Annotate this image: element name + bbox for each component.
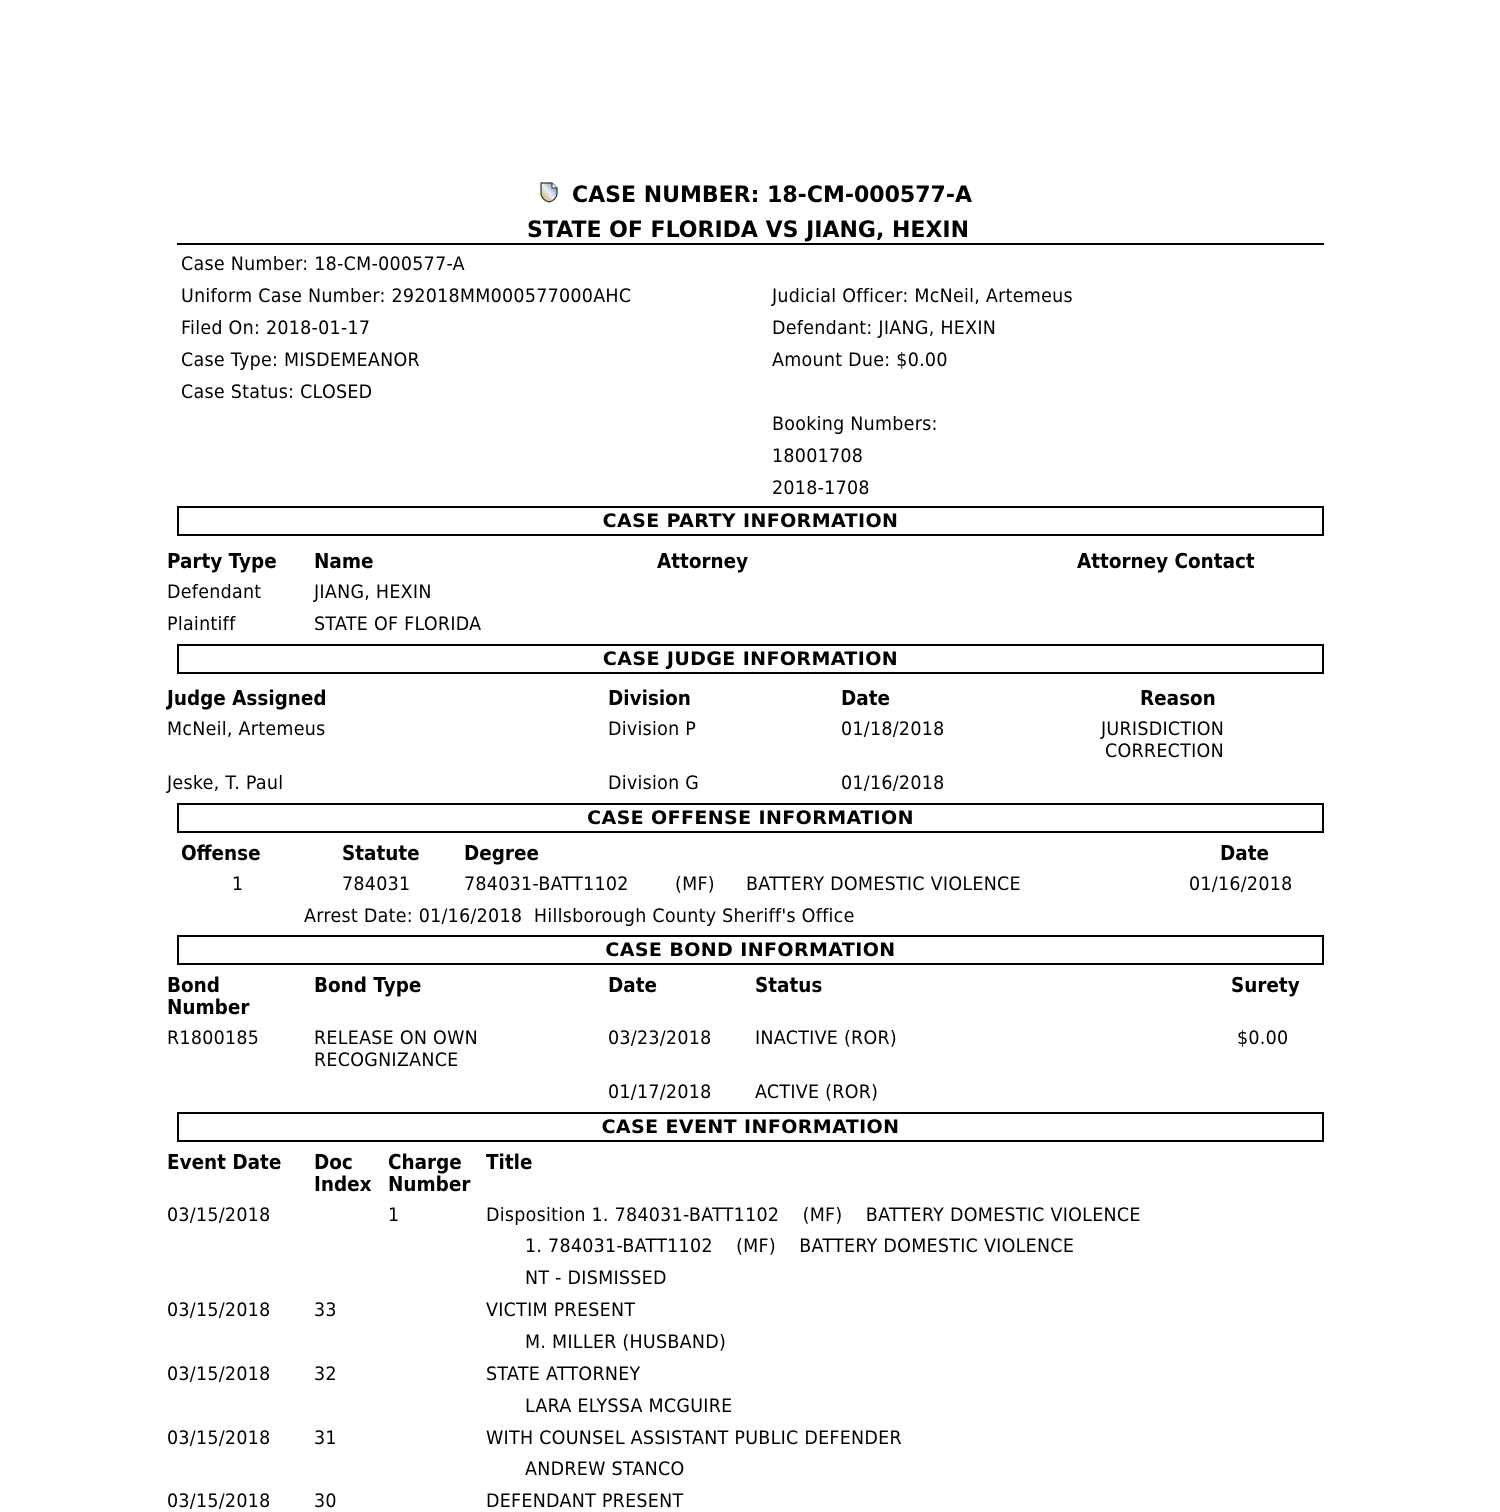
section-title: CASE BOND INFORMATION [605, 939, 896, 961]
col-header-party-type: Party Type [167, 549, 277, 573]
section-header-party [177, 506, 1324, 536]
header-rule [177, 243, 1324, 245]
judge-division: Division P [608, 718, 697, 740]
summary-case-type: Case Type: MISDEMEANOR [181, 349, 420, 371]
section-header-offense [177, 803, 1324, 833]
offense-degree: (MF) [675, 873, 715, 895]
summary-case-number: Case Number: 18-CM-000577-A [181, 253, 465, 275]
offense-code: 784031-BATT1102 [464, 873, 629, 895]
event-title: DEFENDANT PRESENT [486, 1490, 684, 1512]
col-header-name: Name [314, 549, 374, 573]
col-header-date: Date [1220, 841, 1269, 865]
offense-number: 1 [232, 873, 244, 895]
header-icon [539, 181, 559, 203]
section-title: CASE OFFENSE INFORMATION [587, 807, 914, 829]
section-title: CASE JUDGE INFORMATION [602, 648, 899, 670]
shield-document-icon [539, 181, 559, 203]
judge-date: 01/18/2018 [841, 718, 945, 740]
bond-number: R1800185 [167, 1027, 260, 1049]
case-style-title: STATE OF FLORIDA VS JIANG, HEXIN [527, 218, 969, 243]
judge-division: Division G [608, 772, 700, 794]
col-header-date: Date [841, 686, 890, 710]
col-header-doc-index: Doc [314, 1150, 353, 1174]
col-header-charge-number: Number [388, 1172, 471, 1196]
col-header-bond-type: Bond Type [314, 973, 422, 997]
summary-case-status: Case Status: CLOSED [181, 381, 373, 403]
judge-name: Jeske, T. Paul [167, 772, 284, 794]
col-header-attorney: Attorney [657, 549, 749, 573]
col-header-degree: Degree [464, 841, 539, 865]
event-title: Disposition 1. 784031-BATT1102 (MF) BATTERY DOMESTIC VIOLENCE [486, 1204, 1141, 1226]
offense-date: 01/16/2018 [1189, 873, 1293, 895]
bond-status: INACTIVE (ROR) [755, 1027, 898, 1049]
event-detail: 1. 784031-BATT1102 (MF) BATTERY DOMESTIC VIOLENCE [525, 1235, 1075, 1257]
offense-arrest-info: Arrest Date: 01/16/2018 Hillsborough County Sheriff's Office [304, 905, 855, 927]
col-header-judge-assigned: Judge Assigned [167, 686, 327, 710]
judge-reason: JURISDICTION [1101, 718, 1225, 740]
event-date: 03/15/2018 [167, 1427, 271, 1449]
event-date: 03/15/2018 [167, 1299, 271, 1321]
col-header-status: Status [755, 973, 823, 997]
col-header-doc-index: Index [314, 1172, 372, 1196]
col-header-offense: Offense [181, 841, 261, 865]
booking-number: 18001708 [772, 445, 864, 467]
offense-statute: 784031 [342, 873, 411, 895]
event-title: STATE ATTORNEY [486, 1363, 641, 1385]
booking-numbers-label: Booking Numbers: [772, 413, 938, 435]
col-header-statute: Statute [342, 841, 420, 865]
bond-date: 03/23/2018 [608, 1027, 712, 1049]
event-detail: NT - DISMISSED [525, 1267, 667, 1289]
event-detail: LARA ELYSSA MCGUIRE [525, 1395, 733, 1417]
col-header-bond-number: Bond [167, 973, 220, 997]
bond-type: RELEASE ON OWN [314, 1027, 479, 1049]
bond-surety: $0.00 [1237, 1027, 1289, 1049]
col-header-attorney-contact: Attorney Contact [1077, 549, 1255, 573]
event-detail: M. MILLER (HUSBAND) [525, 1331, 727, 1353]
section-title: CASE EVENT INFORMATION [601, 1116, 900, 1138]
event-detail: ANDREW STANCO [525, 1458, 685, 1480]
col-header-event-date: Event Date [167, 1150, 282, 1174]
bond-date: 01/17/2018 [608, 1081, 712, 1103]
col-header-date: Date [608, 973, 657, 997]
summary-judicial-officer: Judicial Officer: McNeil, Artemeus [772, 285, 1073, 307]
party-name: JIANG, HEXIN [314, 581, 432, 603]
section-header-bond [177, 935, 1324, 965]
col-header-reason: Reason [1140, 686, 1216, 710]
booking-number: 2018-1708 [772, 477, 870, 499]
judge-date: 01/16/2018 [841, 772, 945, 794]
event-doc-index: 31 [314, 1427, 337, 1449]
offense-description: BATTERY DOMESTIC VIOLENCE [746, 873, 1021, 895]
col-header-bond-number: Number [167, 995, 250, 1019]
event-date: 03/15/2018 [167, 1363, 271, 1385]
col-header-title: Title [486, 1150, 533, 1174]
event-title: WITH COUNSEL ASSISTANT PUBLIC DEFENDER [486, 1427, 902, 1449]
section-header-judge [177, 644, 1324, 674]
judge-reason: CORRECTION [1105, 740, 1224, 762]
event-doc-index: 32 [314, 1363, 337, 1385]
bond-status: ACTIVE (ROR) [755, 1081, 879, 1103]
judge-name: McNeil, Artemeus [167, 718, 326, 740]
summary-filed-on: Filed On: 2018-01-17 [181, 317, 371, 339]
summary-defendant: Defendant: JIANG, HEXIN [772, 317, 997, 339]
summary-uniform-case-number: Uniform Case Number: 292018MM000577000AHC [181, 285, 632, 307]
event-doc-index: 33 [314, 1299, 337, 1321]
section-title: CASE PARTY INFORMATION [602, 510, 899, 532]
case-number-title: CASE NUMBER: 18-CM-000577-A [572, 183, 972, 208]
event-title: VICTIM PRESENT [486, 1299, 636, 1321]
event-doc-index: 30 [314, 1490, 337, 1512]
party-type: Defendant [167, 581, 262, 603]
col-header-charge-number: Charge [388, 1150, 462, 1174]
bond-type: RECOGNIZANCE [314, 1049, 459, 1071]
summary-amount-due: Amount Due: $0.00 [772, 349, 948, 371]
party-name: STATE OF FLORIDA [314, 613, 482, 635]
section-header-events [177, 1112, 1324, 1142]
party-type: Plaintiff [167, 613, 236, 635]
event-date: 03/15/2018 [167, 1490, 271, 1512]
event-charge-number: 1 [388, 1204, 400, 1226]
col-header-division: Division [608, 686, 691, 710]
col-header-surety: Surety [1231, 973, 1300, 997]
event-date: 03/15/2018 [167, 1204, 271, 1226]
